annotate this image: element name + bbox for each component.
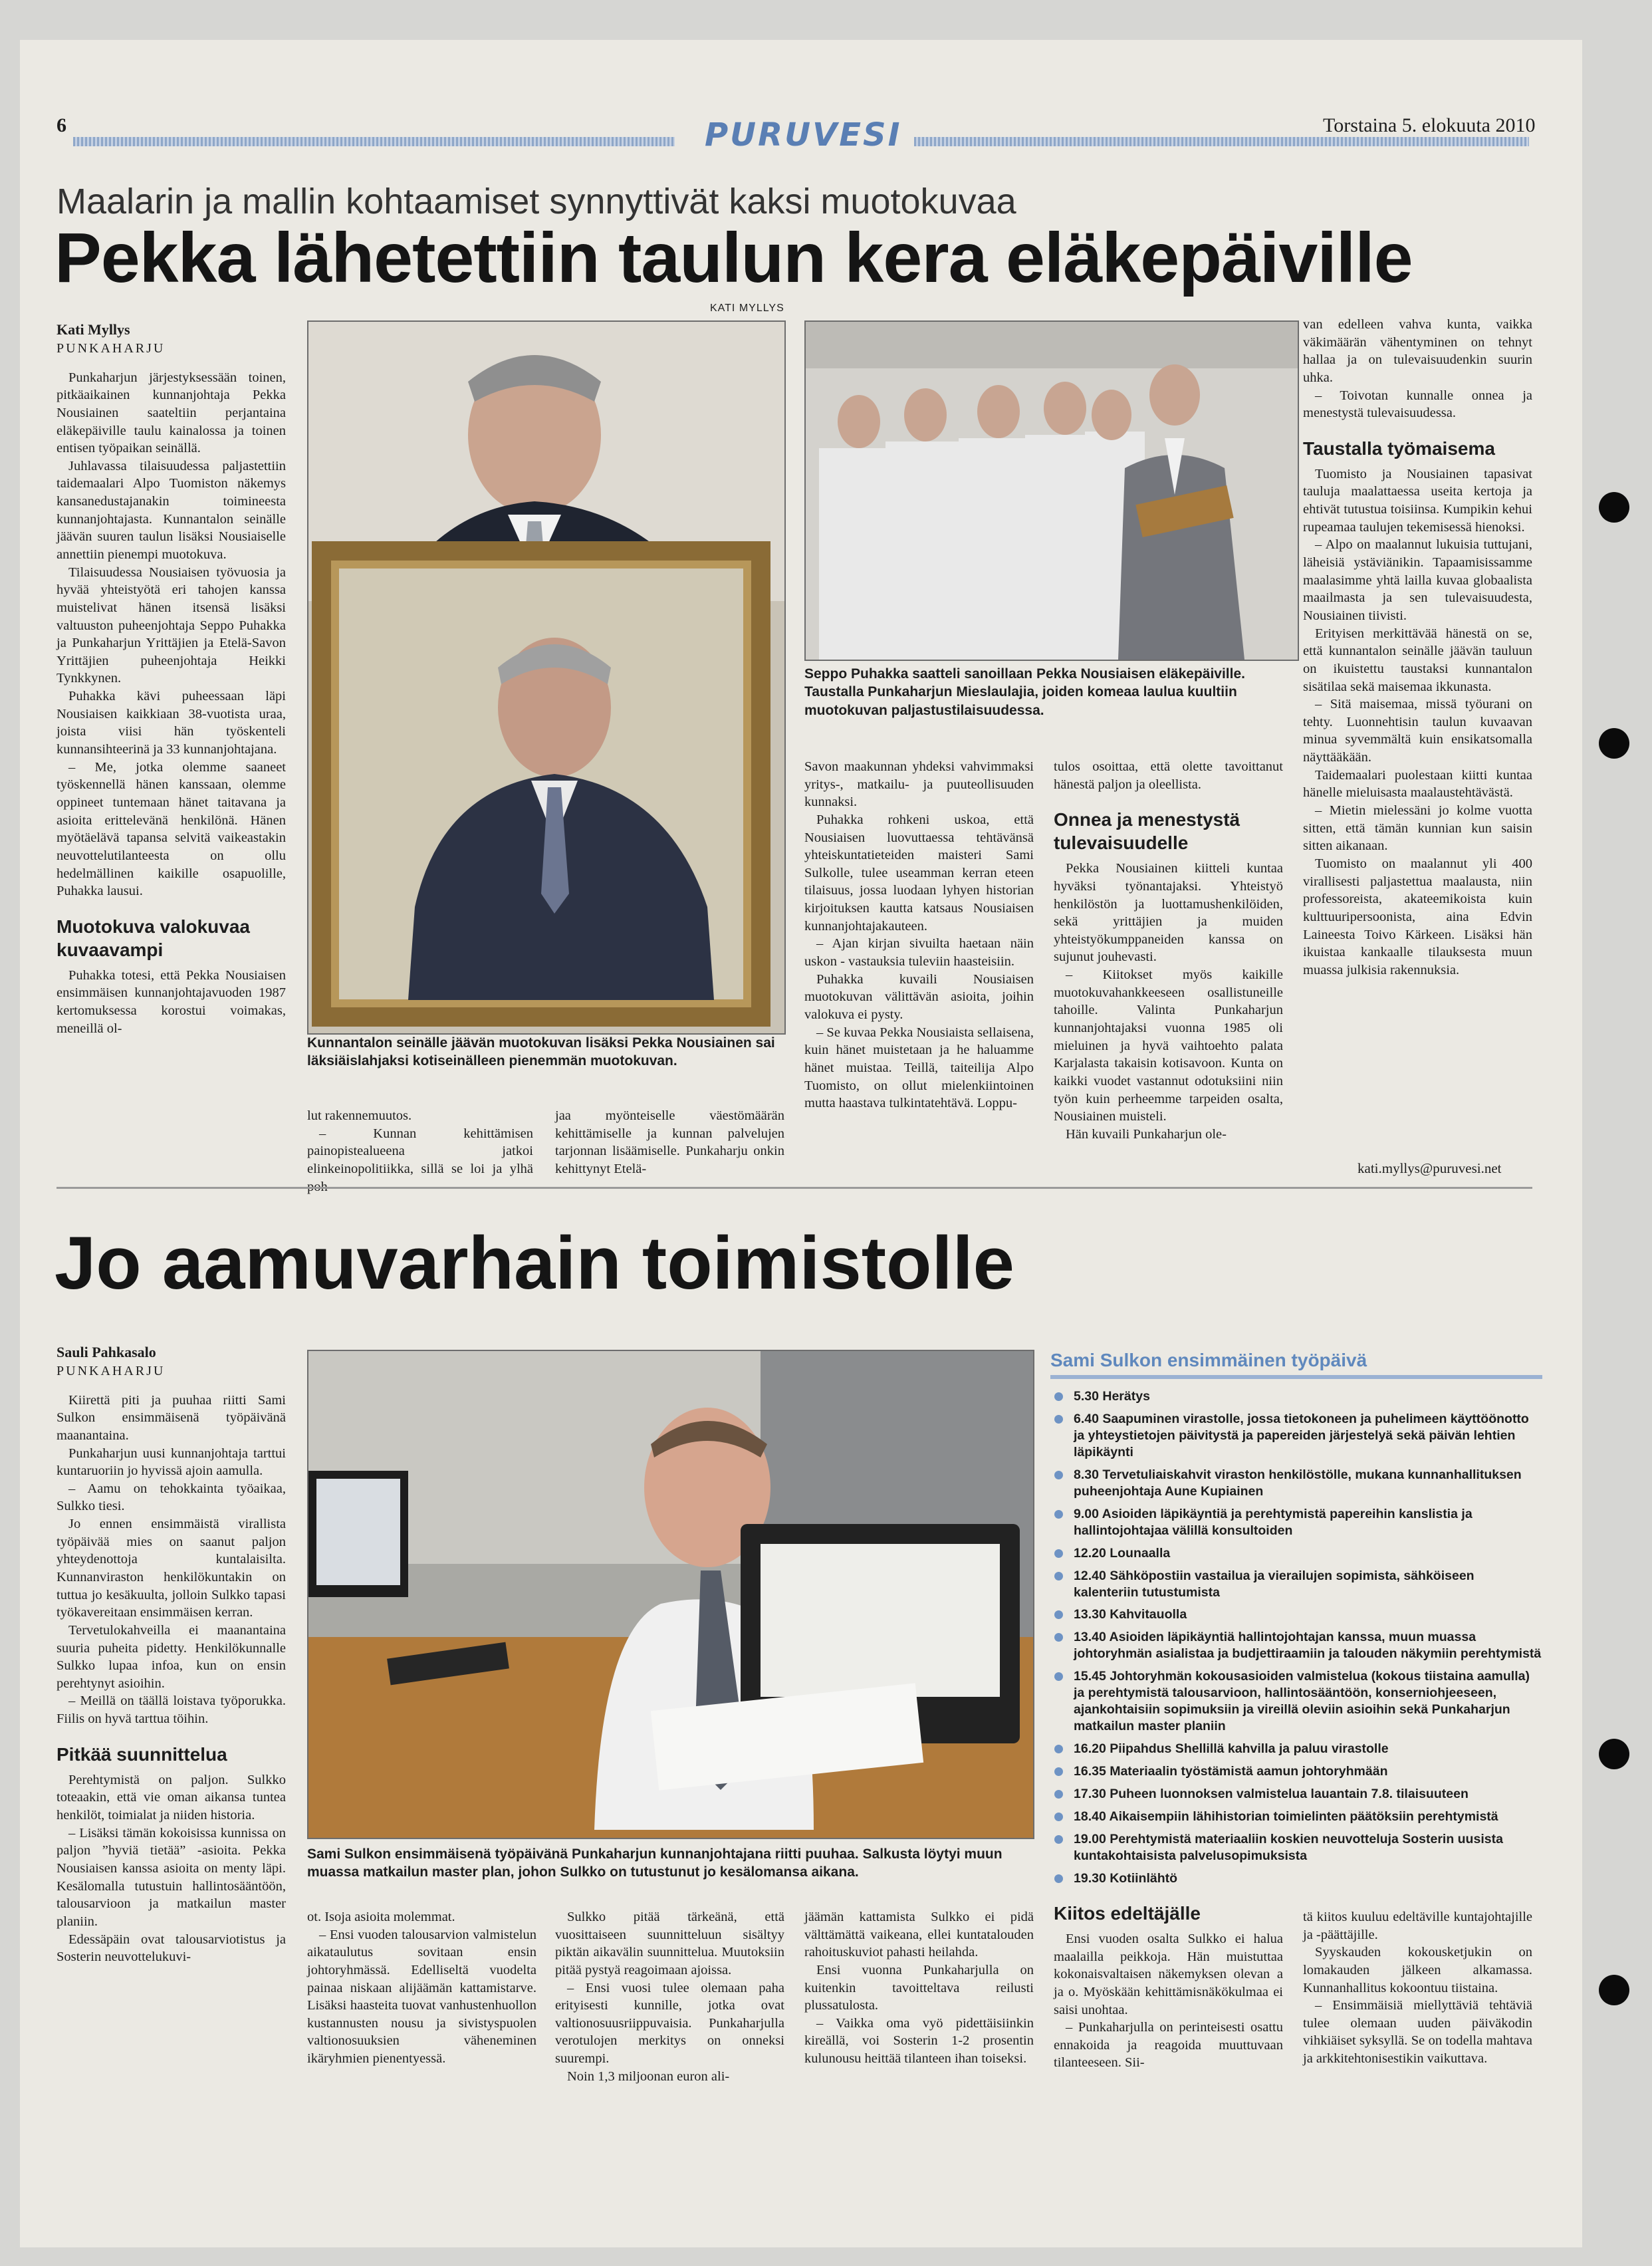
schedule-text: 19.30 Kotiinlähtö (1074, 1870, 1178, 1886)
schedule-item (1050, 1506, 1542, 1539)
article-divider (57, 1187, 1532, 1189)
photo-portrait-handover (307, 320, 786, 1035)
paragraph: Sulkko pitää tärkeänä, että vuosittaiseen suunnitteluun sisältyy piktän aikavälin suunnittelua. Muutoksiin pitää pystyä reagoimaan ajoissa. (555, 1910, 784, 1977)
bullet-icon (1054, 1392, 1063, 1401)
paragraph: – Punkaharjulla on perinteisesti osattu ennakoida ja reagoida muuttuvaan tilanteeseen. Sii- (1054, 2020, 1283, 2071)
paragraph: Erityisen merkittävää hänestä on se, että kunnantalon seinälle jäävän tauluun on ikuistettu taustaksi kunnantalon sisätilaa sekä maisemaa ikkunasta. (1303, 626, 1532, 694)
paragraph: – Alpo on maalannut lukuisia tuttujani, läheisiä ystäviänikin. Tapaamisissamme maalasimme yhtä lailla kuvaa globaalista maailmasta ja sen tulevaisuudesta, Nousiainen tiivisti. (1303, 537, 1532, 623)
bullet-icon (1054, 1767, 1063, 1776)
binder-hole (1599, 728, 1629, 759)
paragraph: Tervetulokahveilla ei maanantaina suuria puheita pidetty. Henkilökunnalle Sulkko lupaa infoa, kun on ensin perehtynyt asioihin. (57, 1622, 286, 1691)
schedule-item (1050, 1741, 1542, 1757)
subheading: Taustalla työmaisema (1303, 438, 1495, 459)
schedule-item (1050, 1467, 1542, 1500)
article-column (1054, 1902, 1283, 2072)
paragraph: Tilaisuudessa Nousiaisen työvuosia ja hyvää yhteistyötä eri tahojen kanssa muistelivat hänen itsensä lisäksi valtuuston puheenjohtaja Seppo Puhakka ja Punkaharjun Yrittäjien ja Etelä-Savon Yrittäjien puheenjohtaja Heikki Tynkkynen. (57, 565, 286, 686)
schedule-item (1050, 1606, 1542, 1623)
paragraph: Ensi vuonna Punkaharjulla on kuitenkin tavoitteltava reilusti plussatulosta. (804, 1962, 1034, 2013)
article-column (307, 1107, 533, 1196)
photo-illustration (806, 322, 1298, 660)
paragraph: – Ajan kirjan sivuilta haetaan näin uskon - vastauksia tuleviin haasteisiin. (804, 936, 1034, 969)
bullet-icon (1054, 1874, 1063, 1883)
binder-hole (1599, 1739, 1629, 1769)
photo-choir (804, 320, 1299, 661)
bullet-icon (1054, 1633, 1063, 1642)
bullet-icon (1054, 1471, 1063, 1479)
paragraph: – Sitä maisemaa, missä työurani on tehty. Luonnehtisin taulun kuvaavan minua syvemmältä kuin ensikatsomalla näyttääkään. (1303, 697, 1532, 765)
paragraph: Punkaharjun järjestyksessään toinen, pitkäaikainen kunnanjohtaja Pekka Nousiainen saateltiin perjantaina eläkepäiville taulu kainalossa ja toinen entisen työpaikan seinällä. (57, 370, 286, 456)
bullet-icon (1054, 1510, 1063, 1519)
article-column (555, 1107, 784, 1178)
paragraph: – Kunnan kehittämisen painopistealueena jatkoi elinkeinopolitiikka, sillä se loi ja ylhä (307, 1126, 533, 1176)
paragraph: Ensi vuoden osalta Sulkko ei halua maalailla peikkoja. Hän muistuttaa kokonaisvaltaisen näkemyksen olevan a ja o. Myöskään kehittämisnäkökulmaa ei saisi unohtaa. (1054, 1932, 1283, 2017)
article-column (1303, 316, 1532, 979)
article-column (1054, 758, 1283, 1144)
byline-place: PUNKAHARJU (57, 340, 166, 356)
paragraph: Puhakka rohkeni uskoa, että Nousiaisen luovuttaessa tehtävänsä yhteiskuntatieteiden maisteri Sami Sulkolle, tulee useamman kerran eteen tilaisuus, jossa luodaan lyhyen historian kirjoituksen kautta katsaus Nousiaisen kunnanjohtajakauteen. (804, 812, 1034, 934)
paragraph: lut rakennemuutos. (307, 1108, 412, 1123)
issue-date: Torstaina 5. elokuuta 2010 (1323, 114, 1536, 136)
bullet-icon (1054, 1610, 1063, 1619)
paragraph: jäämän kattamista Sulkko ei pidä välttämättä vaikeana, ellei kuntatalouden rahoituskuviot pahasti heilahda. (804, 1910, 1034, 1960)
article-column (1303, 1908, 1532, 2068)
photo-illustration (308, 322, 784, 1033)
schedule-text: 12.40 Sähköpostiin vastailua ja vierailujen sopimista, sähköiseen kalenteriin tutustumista (1074, 1568, 1475, 1600)
paragraph: – Ensimmäisiä miellyttäviä tehtäviä tulee olemaan uuden päiväkodin vihkiäiset syksyllä. Se on todella mahtava ja arkkitehtonisestikin vaikuttava. (1303, 1998, 1532, 2067)
bullet-icon (1054, 1549, 1063, 1558)
bullet-icon (1054, 1813, 1063, 1821)
schedule-text: 15.45 Johtoryhmän kokousasioiden valmistelua (kokous tiistaina aamulla) ja perehtymistä talousarvioon, hallintosääntöön, konserniohjeeseen, ajankohtaisiin sopimuksiin ja vireillä oleviin asioihin sekä Punkaharjun matkailun master planiin (1074, 1669, 1530, 1734)
photo-office (307, 1350, 1034, 1839)
bullet-icon (1054, 1672, 1063, 1681)
paragraph: Puhakka kuvaili Nousiaisen muotokuvan välittävän asioita, joihin valokuva ei pysty. (804, 971, 1034, 1022)
article-column (555, 1908, 784, 2085)
article-column (804, 758, 1034, 1112)
paragraph: Tuomisto on maalannut yli 400 virallisesti paljastettua maalausta, niin professoreista, akateemikoista kuin kulttuuripersoonista, aina Edvin Laineesta Toivo Kärkeen. Lisäksi hän ikuistaa kankaalle tilauksesta muun muassa julkisia rakennuksia. (1303, 856, 1532, 977)
article-column (57, 1343, 286, 1966)
paragraph: van edelleen vahva kunta, vaikka väkimäärän vähentyminen on tehnyt hallaa ja on tulevaisuudenkin suurin uhka. (1303, 317, 1532, 385)
schedule-text: 12.20 Lounaalla (1074, 1545, 1171, 1561)
schedule-box (1050, 1350, 1542, 1893)
paragraph: Pekka Nousiainen kiitteli kuntaa hyväksi työnantajaksi. Yhteistyö henkilöstön ja luottamushenkilöiden, sekä yrittäjien ja muiden yhteistyökumppaneiden kanssa on sujunut jouhevasti. (1054, 861, 1283, 965)
paragraph: Puhakka totesi, että Pekka Nousiaisen ensimmäisen kunnanjohtajavuoden 1987 kertomuksessa korostui voimakas, meneillä ol- (57, 967, 286, 1036)
photo-caption: Sami Sulkon ensimmäisenä työpäivänä Punkaharjun kunnanjohtajana riitti puuhaa. Salkusta löytyi muun muassa matkailun master plan, johon Sulkko on tutustunut jo kesälomansa aikana. (307, 1846, 1003, 1880)
paragraph: – Ensi vuosi tulee olemaan paha erityisesti kunnille, jotka ovat valtionosuusriippuvaisia. Punkaharjulla verotulojen merkitys on onneksi suurempi. (555, 1980, 784, 2067)
schedule-text: 8.30 Tervetuliaiskahvit viraston henkilöstölle, mukana kunnanhallituksen puheenjohtaja Aune Kupiainen (1074, 1467, 1522, 1499)
schedule-text: 9.00 Asioiden läpikäyntiä ja perehtymistä papereihin kanslistia ja hallintojohtajaa välillä konsultoiden (1074, 1506, 1473, 1538)
paragraph: Jo ennen ensimmäistä virallista työpäivää mies on saanut paljon yhteydenottoja kuntalaisilta. Kunnanviraston henkilökuntakin on tuttua jo kesäkuulta, jolloin Sulkko tapasi työkavereitaan ensimmäisen kerran. (57, 1517, 286, 1620)
article-column (307, 1908, 536, 2068)
schedule-text: 16.35 Materiaalin työstämistä aamun johtoryhmään (1074, 1764, 1388, 1779)
paragraph: – Toivotan kunnalle onnea ja menestystä tulevaisuudessa. (1303, 388, 1532, 421)
byline-place: PUNKAHARJU (57, 1363, 166, 1378)
paragraph: Hän kuvaili Punkaharjun ole- (1066, 1126, 1227, 1142)
paragraph: jaa myönteiselle väestömäärän kehittämiselle ja kunnan palvelujen tarjonnan lisäämiselle. Punkaharju onkin kehittynyt Etelä- (555, 1108, 784, 1176)
schedule-item (1050, 1411, 1542, 1461)
paragraph: – Lisäksi tämän kokoisissa kunnissa on paljon ”hyviä tietää” -asioita. Pekka Nousiaisen kanssa asioita on menty läpi. Kesälomalla tutustuin hallintosääntöön, talousarvioon ja matkailun master planiin. (57, 1825, 286, 1929)
schedule-title: Sami Sulkon ensimmäinen työpäivä (1050, 1350, 1542, 1379)
paragraph: – Kiitokset myös kaikille muotokuvahankkeeseen osallistuneille tahoille. Valinta Punkaharjun kunnanjohtajaksi vuonna 1985 oli mieluinen ja hyvä vaihtoehto palata Karjalasta takaisin kotisavoon. Kunta on kaikki vuodet vastannut odotuksiini niin työn kuin perheemme tarpeiden osalta, Nousiainen muisteli. (1054, 967, 1283, 1124)
schedule-item (1050, 1629, 1542, 1662)
article-column (804, 1908, 1034, 2068)
bleed-through-text (1077, 1174, 1092, 1235)
paragraph: – Mietin mielessäni jo kolme vuotta sitten, että tämän kunnian kun saisin sitten aikanaan. (1303, 803, 1532, 854)
schedule-item (1050, 1809, 1542, 1825)
bullet-icon (1054, 1790, 1063, 1799)
paragraph: Kiirettä piti ja puuhaa riitti Sami Sulkon ensimmäisenä työpäivänä maanantaina. (57, 1392, 286, 1443)
header-bar-left (73, 137, 675, 146)
bullet-icon (1054, 1572, 1063, 1580)
paragraph: – Vaikka oma vyö pidettäisiinkin kireällä, voi Sosterin 1-2 prosentin kulunousu heittää tilanteen ihan toiseksi. (804, 2015, 1034, 2067)
schedule-text: 13.40 Asioiden läpikäyntiä hallintojohtajan kanssa, muun muassa johtoryhmän asialistaa ja budjettiraamiin ja talouden näkymiin perehtymistä (1074, 1630, 1542, 1662)
schedule-item (1050, 1545, 1542, 1562)
paragraph: – Me, jotka olemme saaneet työskennellä hänen kanssaan, olemme oppineet tuntemaan hänet taitavana ja asioita erittelevänä henkilönä. Hänen myötäelävä tapansa selvitä vaikeastakin neuvottelutilanteesta on ollu hedelmällinen kaikille osapuolille, Puhakka lausui. (57, 759, 286, 899)
photo-caption: Seppo Puhakka saatteli sanoillaan Pekka Nousiaisen eläkepäiville. Taustalla Punkaharjun Mieslaulajia, joiden komeaa laulua kuultiin muotokuvan paljastustilaisuudessa. (804, 666, 1245, 718)
schedule-text: 17.30 Puheen luonnoksen valmistelua lauantain 7.8. tilaisuuteen (1074, 1787, 1469, 1802)
paragraph: – Ensi vuoden talousarvion valmistelun aikataulutus sovitaan ensin johtoryhmässä. Edelliseltä vuodelta painaa niskaan alijäämän kattamistarve. Lisäksi haasteita tuovat vanhustenhuollon kustannusten nousu ja sivistyspuolen valtionosuuksien väheneminen ikäryhmien pienentyessä. (307, 1927, 536, 2067)
subheading: Onnea ja menestystä tulevaisuudelle (1054, 809, 1240, 854)
subheading: Muotokuva valokuvaa kuvaavampi (57, 916, 250, 960)
paragraph: Edessäpäin ovat talousarviotistus ja Sosterin neuvottelukuvi- (57, 1932, 286, 1965)
paragraph: – Aamu on tehokkainta työaikaa, Sulkko tiesi. (57, 1481, 286, 1514)
paragraph: Juhlavassa tilaisuudessa paljastettiin taidemaalari Alpo Tuomiston näkemys kansanedustajanakin toimineesta kunnanjohtajasta. Kunnantalon seinälle jäävän suuren taulun lisäksi Nousiaiselle annettiin pienempi muotokuva. (57, 458, 286, 562)
article-column (57, 320, 286, 1037)
schedule-item (1050, 1568, 1542, 1601)
author-email: kati.myllys@puruvesi.net (1357, 1160, 1502, 1176)
bullet-icon (1054, 1835, 1063, 1844)
schedule-item (1050, 1786, 1542, 1803)
photo-illustration (308, 1351, 1033, 1838)
schedule-text: 18.40 Aikaisempiin lähihistorian toimielinten päätöksiin perehtymistä (1074, 1809, 1498, 1825)
paragraph: Savon maakunnan yhdeksi vahvimmaksi yritys-, matkailu- ja puuteollisuuden kunnaksi. (804, 759, 1034, 810)
paragraph: – Se kuvaa Pekka Nousiaista sellaisena, kuin hänet muistetaan ja he haluamme hänet muistaa. Teillä, taiteilija Alpo Tuomisto, on ollut mielenkiintoinen mutta haastava tulkintatehtävä. Loppu- (804, 1025, 1034, 1111)
paragraph: tä kiitos kuuluu edeltäville kuntajohtajille ja -päättäjille. (1303, 1910, 1532, 1942)
binder-hole (1599, 492, 1629, 523)
photo-caption: Kunnantalon seinälle jäävän muotokuvan lisäksi Pekka Nousiainen sai läksiäislahjaksi kotiseinälleen pienemmän muotokuvan. (307, 1035, 775, 1069)
paragraph: tulos osoittaa, että olette tavoittanut hänestä paljon ja oleellista. (1054, 759, 1283, 792)
schedule-text: 6.40 Saapuminen virastolle, jossa tietokoneen ja puhelimeen käyttöönotto ja yhteystietojen päivitystä ja papereiden järjestelyä sekä päivän lehtien läpikäynti (1074, 1411, 1529, 1459)
paragraph: Perehtymistä on paljon. Sulkko toteaakin, että vie oman aikansa tuntea henkilöt, toimialat ja niiden historia. (57, 1772, 286, 1823)
byline-name: Sauli Pahkasalo (57, 1344, 156, 1360)
paragraph: Puhakka kävi puheessaan läpi Nousiaisen kaikkiaan 38-vuotista uraa, joista viisi hän työskenteli kunnansihteerinä ja 33 kunnanjohtajana. (57, 689, 286, 757)
subheading: Pitkää suunnittelua (57, 1743, 227, 1765)
schedule-item (1050, 1831, 1542, 1864)
paragraph: Tuomisto ja Nousiainen tapasivat tauluja maalattaessa useita kertoja ja ehtivät tutustua toisiinsa. Kumpikin kehui rupeamaa taulujen tekemisessä hienoksi. (1303, 466, 1532, 535)
schedule-text: 16.20 Piipahdus Shellillä kahvilla ja paluu virastolle (1074, 1741, 1389, 1757)
schedule-text: 5.30 Herätys (1074, 1389, 1150, 1404)
subheading: Kiitos edeltäjälle (1054, 1903, 1201, 1924)
paragraph: Taidemaalari puolestaan kiitti kuntaa hänelle mieluisasta maalaustehtävästä. (1303, 767, 1532, 801)
schedule-item (1050, 1763, 1542, 1780)
paragraph: Syyskauden kokousketjukin on lomakauden jälkeen alkamassa. Kunnanhallitus kokoontuu tiistaina. (1303, 1945, 1532, 1995)
bullet-icon (1054, 1745, 1063, 1753)
byline-name: Kati Myllys (57, 321, 130, 338)
schedule-text: 19.00 Perehtymistä materiaaliin koskien neuvotteluja Sosterin uusista kuntakohtaisista palvelusopimuksista (1074, 1831, 1503, 1863)
schedule-text: 13.30 Kahvitauolla (1074, 1607, 1187, 1622)
paragraph: ot. Isoja asioita molemmat. (307, 1910, 455, 1924)
header-bar-right (914, 137, 1529, 146)
paragraph: Punkaharjun uusi kunnanjohtaja tarttui kuntaruoriin jo hyvissä ajoin aamulla. (57, 1446, 286, 1479)
schedule-item (1050, 1388, 1542, 1405)
schedule-item (1050, 1668, 1542, 1735)
bullet-icon (1054, 1415, 1063, 1424)
paragraph: – Meillä on täällä loistava työporukka. Fiilis on hyvä tarttua töihin. (57, 1694, 286, 1727)
binder-hole (1599, 1975, 1629, 2005)
article-kicker: Maalarin ja mallin kohtaamiset synnyttivät kaksi muotokuvaa (57, 182, 1016, 221)
article-headline: Jo aamuvarhain toimistolle (55, 1221, 1014, 1305)
paragraph: Noin 1,3 miljoonan euron ali- (567, 2069, 730, 2084)
photo-credit: KATI MYLLYS (710, 303, 784, 314)
article-headline: Pekka lähetettiin taulun kera eläkepäiville (55, 219, 1413, 297)
schedule-item (1050, 1870, 1542, 1887)
masthead: PURUVESI (705, 116, 902, 154)
page-number: 6 (57, 114, 66, 136)
